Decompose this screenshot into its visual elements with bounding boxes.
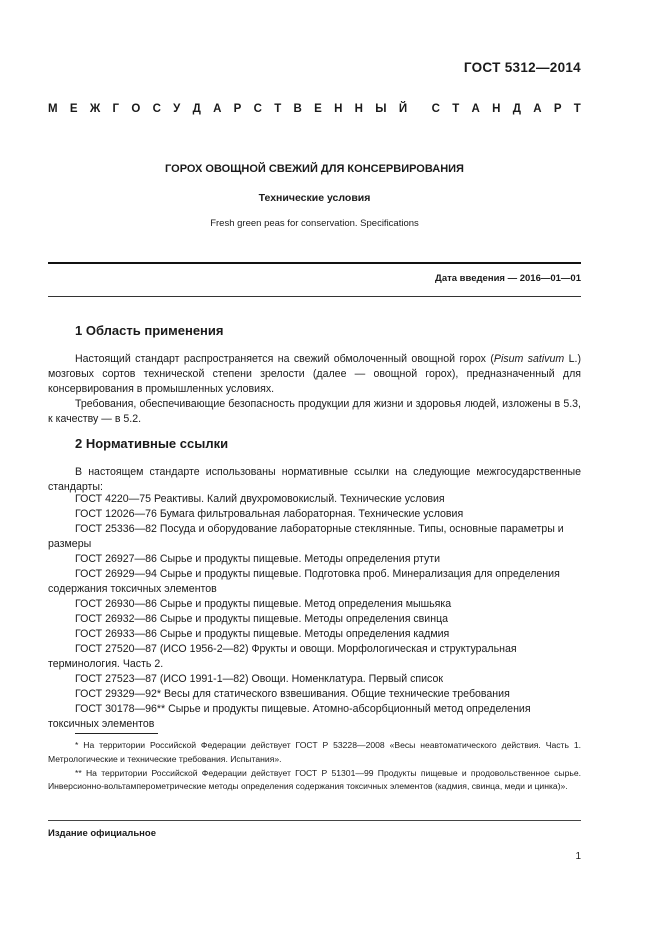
normative-references-list <box>48 492 581 732</box>
interstate-letter: В <box>293 103 302 115</box>
edition-divider <box>48 820 581 821</box>
interstate-letter: Ы <box>375 103 387 115</box>
title-divider <box>48 262 581 264</box>
interstate-letter: Н <box>492 103 501 115</box>
interstate-letter: Р <box>233 103 242 115</box>
interstate-letter: Р <box>553 103 562 115</box>
section-2-intro: В настоящем стандарте использованы нормативные ссылки на следующие межгосударственные стандарты: <box>48 466 581 493</box>
section-1-paragraph-2: Требования, обеспечивающие безопасность продукции для жизни и здоровья людей, изложены в 5.3, к качеству — в 5.2. <box>48 398 581 425</box>
interstate-letter: Ж <box>89 103 101 115</box>
footnote-2: ** На территории Российской Федерации действует ГОСТ Р 51301—99 Продукты пищевые и продовольственное сырье. Инверсионно-вольтамперометрические методы определения содержания токсичных элементов (кадмия, свинца, меди и цинка)». <box>48 767 581 792</box>
interstate-letter: Т <box>573 103 581 115</box>
interstate-letter: У <box>173 103 181 115</box>
english-title: Fresh green peas for conservation. Specifications <box>210 218 419 229</box>
interstate-standard-heading <box>48 103 581 115</box>
interstate-letter: О <box>131 103 141 115</box>
footnotes <box>48 739 581 794</box>
reference-item: ГОСТ 12026—76 Бумага фильтровальная лабораторная. Технические условия <box>75 508 464 520</box>
footnote-1: * На территории Российской Федерации действует ГОСТ Р 53228—2008 «Весы неавтоматического действия. Часть 1. Метрологические и технические требования. Испытания». <box>48 740 581 764</box>
interstate-letter: Т <box>274 103 282 115</box>
interstate-letter: С <box>152 103 161 115</box>
section-1-heading: 1 Область применения <box>75 323 224 338</box>
section-1-paragraph-1: Настоящий стандарт распространяется на свежий обмолоченный овощной горох (Pisum sativum L.) мозговых сортов технической степени зрелости (далее — овощной горох), предназначенный для консервирования в промышленных условиях. <box>48 353 581 395</box>
reference-item: ГОСТ 4220—75 Реактивы. Калий двухромовокислый. Технические условия <box>75 493 445 505</box>
introduction-date: Дата введения — 2016—01—01 <box>435 273 581 284</box>
document-title: ГОРОХ ОВОЩНОЙ СВЕЖИЙ ДЛЯ КОНСЕРВИРОВАНИЯ <box>165 163 464 175</box>
reference-item: ГОСТ 26929—94 Сырье и продукты пищевые. Подготовка проб. Минерализация для определения содержания токсичных элементов <box>48 568 560 595</box>
date-divider <box>48 296 581 297</box>
interstate-letter: Т <box>452 103 460 115</box>
interstate-letter: А <box>213 103 222 115</box>
interstate-letter: Д <box>512 103 521 115</box>
footnote-divider <box>75 733 158 734</box>
interstate-letter: А <box>471 103 480 115</box>
interstate-letter: Й <box>398 103 408 115</box>
interstate-letter: С <box>253 103 262 115</box>
document-subtitle: Технические условия <box>258 192 371 204</box>
reference-item: ГОСТ 29329—92* Весы для статического взвешивания. Общие технические требования <box>75 688 510 700</box>
reference-item: ГОСТ 26932—86 Сырье и продукты пищевые. Методы определения свинца <box>75 613 449 625</box>
reference-item: ГОСТ 26933—86 Сырье и продукты пищевые. Методы определения кадмия <box>75 628 450 640</box>
interstate-letter: М <box>48 103 58 115</box>
reference-item: ГОСТ 26927—86 Сырье и продукты пищевые. Методы определения ртути <box>75 553 441 565</box>
edition-label: Издание официальное <box>48 828 156 839</box>
document-code: ГОСТ 5312—2014 <box>463 60 581 75</box>
interstate-letter: Е <box>314 103 322 115</box>
section-1-body <box>48 352 581 427</box>
interstate-letter: Д <box>192 103 201 115</box>
reference-item: ГОСТ 27520—87 (ИСО 1956-2—82) Фрукты и овощи. Морфологическая и структуральная терминология. Часть 2. <box>48 643 517 670</box>
reference-item: ГОСТ 26930—86 Сырье и продукты пищевые. Метод определения мышьяка <box>75 598 452 610</box>
reference-item: ГОСТ 27523—87 (ИСО 1991-1—82) Овощи. Номенклатура. Первый список <box>75 673 443 685</box>
interstate-letter: Г <box>112 103 120 115</box>
reference-item: ГОСТ 25336—82 Посуда и оборудование лабораторные стеклянные. Типы, основные параметры и размеры <box>48 523 564 550</box>
interstate-letter: Е <box>69 103 78 115</box>
interstate-letter: С <box>431 103 440 115</box>
reference-item: ГОСТ 30178—96** Сырье и продукты пищевые. Атомно-абсорбционный метод определения токсичных элементов <box>48 703 531 730</box>
interstate-letter: Н <box>354 103 363 115</box>
interstate-letter: А <box>533 103 542 115</box>
interstate-letter: Н <box>334 103 343 115</box>
section-2-heading: 2 Нормативные ссылки <box>75 436 229 451</box>
page-number: 1 <box>575 851 581 862</box>
